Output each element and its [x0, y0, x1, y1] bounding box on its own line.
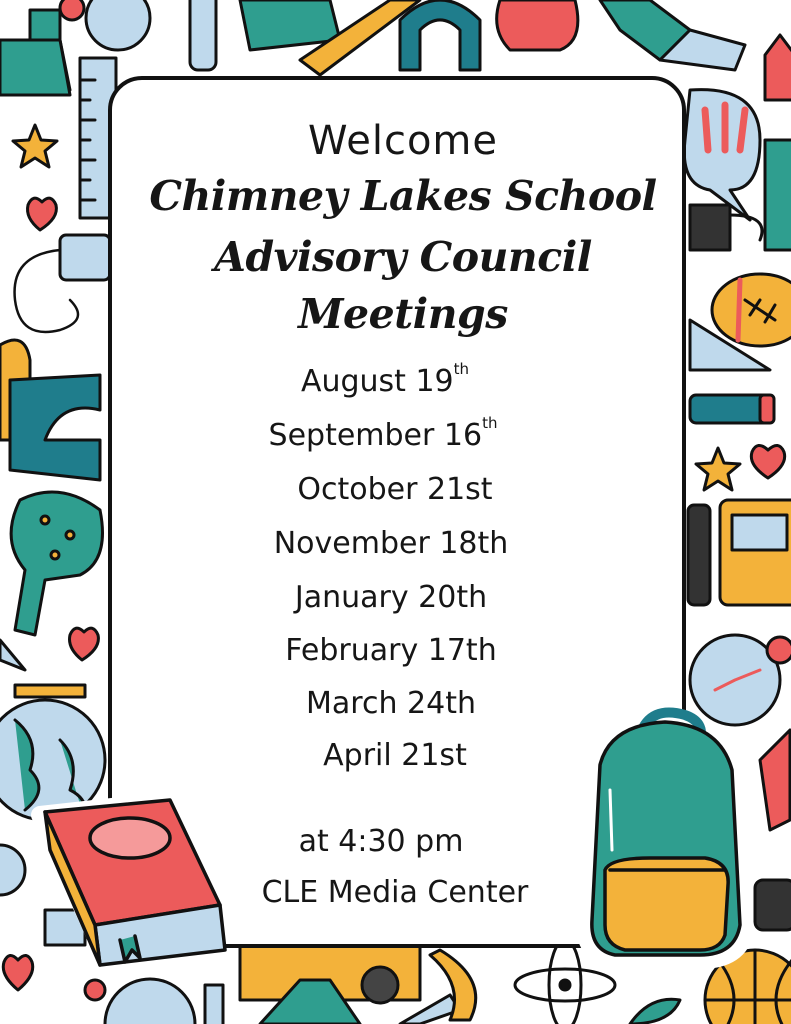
apple-icon: [497, 0, 578, 50]
marker-icon: [688, 505, 710, 605]
star-icon: [13, 125, 57, 167]
title-line-council: Advisory Council: [214, 233, 592, 281]
heart-icon: [70, 628, 99, 660]
alarm-clock-icon: [85, 979, 195, 1024]
test-tube-icon: [600, 0, 745, 70]
meeting-date: September 16th: [268, 414, 498, 453]
house-icon: [765, 35, 791, 100]
star-icon: [696, 448, 740, 490]
pencil-icon: [760, 730, 790, 830]
meeting-date: April 21st: [323, 738, 467, 773]
marker-icon: [205, 985, 223, 1024]
magnet-icon: [400, 0, 480, 70]
atom-icon: [515, 940, 615, 1024]
meeting-date: November 18th: [273, 526, 509, 561]
leaf-icon: [630, 999, 680, 1024]
alarm-clock-icon: [690, 635, 791, 725]
meeting-date: January 20th: [294, 580, 488, 615]
heart-icon: [28, 198, 57, 230]
marker-icon: [190, 0, 216, 70]
meeting-date: August 19th: [300, 360, 470, 399]
welcome-heading: Welcome: [308, 118, 498, 164]
flask-icon: [0, 40, 70, 95]
heart-icon: [751, 445, 784, 478]
paper-plane-icon: [0, 640, 25, 670]
binder-clip-icon: [690, 205, 762, 250]
globe-icon: [0, 685, 105, 820]
meeting-location: CLE Media Center: [261, 875, 529, 910]
flask-icon: [11, 492, 102, 635]
pencil-icon: [765, 140, 791, 250]
clock-icon: [0, 845, 25, 895]
protractor-icon: [10, 375, 100, 480]
title-line-school: Chimney Lakes School: [149, 172, 657, 220]
heart-icon: [3, 955, 32, 990]
alarm-clock-icon: [60, 0, 150, 50]
marker-icon: [690, 395, 774, 423]
football-icon: [712, 274, 791, 346]
meeting-date: March 24th: [306, 686, 476, 721]
binoculars-icon: [755, 880, 791, 930]
meeting-date: February 17th: [285, 633, 497, 668]
pencil-icon: [45, 910, 85, 945]
calculator-icon: [60, 235, 110, 280]
meeting-date: October 21st: [297, 472, 493, 507]
title-line-meetings: Meetings: [298, 290, 508, 338]
basketball-icon: [705, 950, 791, 1024]
meeting-time: at 4:30 pm: [298, 824, 464, 859]
calculator-icon: [720, 500, 791, 605]
